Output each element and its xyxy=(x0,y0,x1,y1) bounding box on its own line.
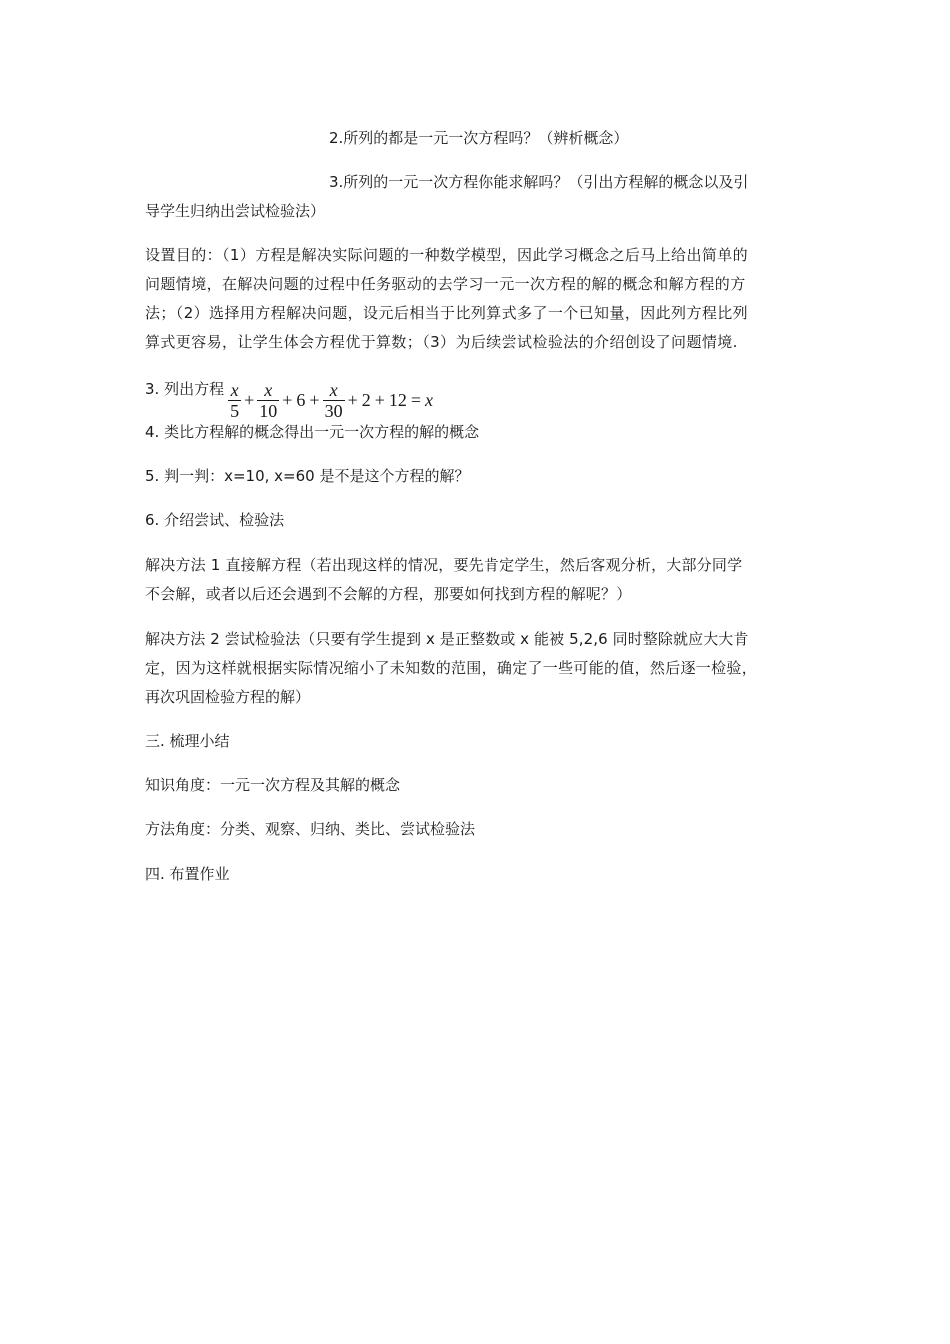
fraction-x-over-10 xyxy=(257,380,279,421)
method-2-line-3: 再次巩固检验方程的解） xyxy=(145,688,311,706)
section-summary-title: 三. 梳理小结 xyxy=(145,732,230,750)
equation-formula xyxy=(227,378,435,422)
equation-label: 3. 列出方程 xyxy=(145,380,225,398)
method-1-line-1: 解决方法 1 直接解方程（若出现这样的情况，要先肯定学生，然后客观分析，大部分同学 xyxy=(145,556,743,574)
fraction-numerator: x xyxy=(264,379,273,400)
equals-sign: = xyxy=(410,390,422,410)
constant-two: 2 xyxy=(361,390,371,410)
summary-knowledge-line: 知识角度：一元一次方程及其解的概念 xyxy=(145,776,401,794)
question-3-line: 3.所列的一元一次方程你能求解吗？（引出方程解的概念以及引 xyxy=(329,173,749,191)
plus-sign: + xyxy=(282,390,293,410)
plus-sign: + xyxy=(347,390,358,410)
method-1-line-2: 不会解，或者以后还会遇到不会解的方程，那要如何找到方程的解呢？） xyxy=(145,585,632,603)
summary-method-line: 方法角度：分类、观察、归纳、类比、尝试检验法 xyxy=(145,820,476,838)
constant-twelve: 12 xyxy=(388,390,407,410)
plus-sign: + xyxy=(244,390,255,410)
method-2-line-2: 定，因为这样就根据实际情况缩小了未知数的范围，确定了一些可能的值，然后逐一检验， xyxy=(145,659,758,677)
equation-row xyxy=(145,378,435,428)
item-6-line: 6. 介绍尝试、检验法 xyxy=(145,511,285,529)
fraction-numerator: x xyxy=(230,379,239,400)
item-4-line: 4. 类比方程解的概念得出一元一次方程的解的概念 xyxy=(145,423,480,441)
question-3-continuation: 导学生归纳出尝试检验法） xyxy=(145,202,326,220)
item-5-line: 5. 判一判：x=10, x=60 是不是这个方程的解？ xyxy=(145,467,470,485)
fraction-denominator: 5 xyxy=(230,400,240,421)
constant-six: 6 xyxy=(296,390,306,410)
fraction-x-over-5 xyxy=(228,380,241,421)
purpose-line-2: 问题情境，在解决问题的过程中任务驱动的去学习一元一次方程的解的概念和解方程的方 xyxy=(145,275,746,293)
fraction-x-over-30 xyxy=(323,380,345,421)
fraction-numerator: x xyxy=(329,379,338,400)
plus-sign: + xyxy=(374,390,385,410)
question-2-line: 2.所列的都是一元一次方程吗？（辨析概念） xyxy=(329,129,629,147)
section-homework-title: 四. 布置作业 xyxy=(145,865,230,883)
purpose-line-3: 法；（2）选择用方程解决问题，设元后相当于比列算式多了一个已知量，因此列方程比列 xyxy=(145,304,749,322)
fraction-denominator: 30 xyxy=(324,400,343,421)
purpose-line-4: 算式更容易，让学生体会方程优于算数；（3）为后续尝试检验法的介绍创设了问题情境. xyxy=(145,333,738,351)
plus-sign: + xyxy=(309,390,320,410)
method-2-line-1: 解决方法 2 尝试检验法（只要有学生提到 x 是正整数或 x 能被 5,2,6 同时整除就应大大肯 xyxy=(145,630,749,648)
fraction-denominator: 10 xyxy=(259,400,278,421)
variable-x: x xyxy=(425,390,434,410)
purpose-line-1: 设置目的：（1）方程是解决实际问题的一种数学模型，因此学习概念之后马上给出简单的 xyxy=(145,246,749,264)
